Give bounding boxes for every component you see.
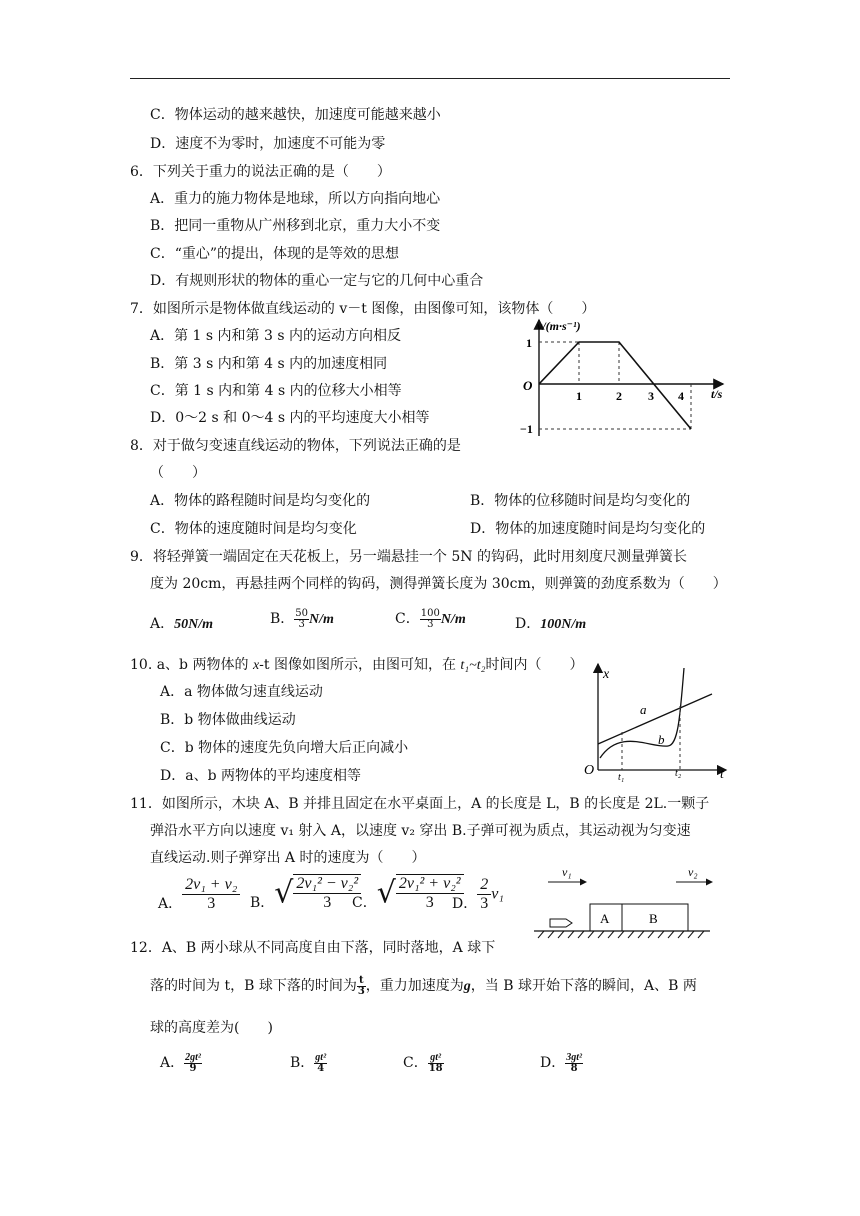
- q6-stem: 6．下列关于重力的说法正确的是（ ）: [130, 164, 391, 180]
- q7-option-a[interactable]: A．第 1 s 内和第 3 s 内的运动方向相反: [150, 328, 401, 344]
- q10-option-d[interactable]: D．a、b 两物体的平均速度相等: [160, 768, 361, 784]
- q9-option-c[interactable]: C． $\frac{100}{3}$ N/m: [395, 607, 466, 630]
- q7-xtick-2: 2: [616, 389, 622, 403]
- q7-xtick-1: 1: [576, 389, 582, 403]
- q7-ylabel: v/(m·s⁻¹): [537, 319, 581, 333]
- q10-option-b[interactable]: B．b 物体做曲线运动: [160, 712, 296, 728]
- q7-ytick-m1: −1: [520, 422, 533, 436]
- q7-xtick-3: 3: [648, 389, 654, 403]
- q5-option-c[interactable]: C．物体运动的越来越快，加速度可能越来越小: [150, 107, 441, 123]
- q10-origin: O: [584, 763, 595, 778]
- q11-line-1: 11．如图所示，木块 A、B 并排且固定在水平桌面上，A 的长度是 L，B 的长度是 2L.一颗子: [130, 796, 710, 812]
- q7-ytick-1: 1: [526, 336, 532, 350]
- q10-stem: 10. a、b 两物体的 x-t 图像如图所示，由图可知，在 t₁~t₂时间内（ ）: [130, 657, 584, 673]
- q7-vt-line: [539, 342, 691, 429]
- q8-option-d[interactable]: D．物体的加速度随时间是均匀变化的: [470, 521, 706, 537]
- q7-xlabel: t/s: [711, 387, 723, 401]
- q8-stem: 8．对于做匀变速直线运动的物体，下列说法正确的是: [130, 438, 461, 454]
- q11-bullet: [550, 919, 572, 927]
- q11-line-2: 弹沿水平方向以速度 v₁ 射入 A，以速度 v₂ 穿出 B.子弹可视为质点，其运动视为匀变速: [150, 823, 691, 839]
- q11-option-a[interactable]: A． $\frac{\text{2v₁ + v₂}}{3}$: [158, 876, 240, 913]
- q11-label-a: A: [600, 911, 610, 926]
- q9-line-2: 度为 20cm，再悬挂两个同样的钩码，测得弹簧长度为 30cm，则弹簧的劲度系数为（ ）: [150, 576, 727, 592]
- q11-option-d[interactable]: D． $\frac{2}{3}$ v₁: [452, 876, 504, 912]
- q8-option-c[interactable]: C．物体的速度随时间是均匀变化: [150, 521, 357, 537]
- q10-label-t1: t₁: [618, 772, 625, 782]
- q11-line-3: 直线运动.则子弹穿出 A 时的速度为（ ）: [150, 850, 426, 866]
- q11-option-c[interactable]: C．√ $\frac{\text{2v₁² + v₂²}}{3}$: [352, 874, 464, 912]
- q8-option-b[interactable]: B．物体的位移随时间是均匀变化的: [470, 493, 691, 509]
- q7-option-c[interactable]: C．第 1 s 内和第 4 s 内的位移大小相等: [150, 383, 402, 399]
- q12-option-b[interactable]: B． $\frac{\text{gt²}}{4}$: [290, 1051, 327, 1074]
- q8-option-a[interactable]: A．物体的路程随时间是均匀变化的: [150, 493, 371, 509]
- q9-option-b[interactable]: B． $\frac{50}{3}$ N/m: [270, 607, 334, 630]
- q7-origin: O: [523, 378, 533, 393]
- q9-option-a[interactable]: A．50N/m: [150, 616, 214, 632]
- q11-table-hatch: [538, 931, 704, 938]
- q11-option-b[interactable]: B．√ $\frac{\text{2v₁² − v₂²}}{3}$: [250, 874, 361, 912]
- q7-vt-graph: [515, 312, 730, 440]
- header-rule: [130, 78, 730, 79]
- q10-label-t2: t₂: [675, 768, 682, 779]
- q11-label-v1: v₁: [562, 865, 572, 879]
- q10-option-a[interactable]: A．a 物体做匀速直线运动: [160, 684, 323, 700]
- q12-line-1: 12．A、B 两小球从不同高度自由下落，同时落地，A 球下: [130, 940, 496, 956]
- q10-line-a: [598, 694, 712, 744]
- q12-option-c[interactable]: C． $\frac{\text{gt²}}{18}$: [403, 1051, 443, 1074]
- q5-option-d[interactable]: D．速度不为零时，加速度不可能为零: [150, 136, 386, 152]
- q10-tlabel: t: [720, 767, 724, 782]
- q7-xtick-4: 4: [678, 389, 684, 403]
- q7-stem: 7．如图所示是物体做直线运动的 v－t 图像，由图像可知，该物体（ ）: [130, 301, 596, 317]
- q6-option-b[interactable]: B．把同一重物从广州移到北京，重力大小不变: [150, 218, 441, 234]
- q9-option-d[interactable]: D．100N/m: [515, 616, 587, 632]
- q10-option-c[interactable]: C．b 物体的速度先负向增大后正向减小: [160, 740, 409, 756]
- q12-option-d[interactable]: D． $\frac{\text{3gt²}}{8}$: [540, 1051, 583, 1074]
- q12-option-a[interactable]: A． $\frac{\text{2gt²}}{9}$: [160, 1051, 201, 1074]
- q6-option-d[interactable]: D．有规则形状的物体的重心一定与它的几何中心重合: [150, 273, 484, 289]
- q12-line-3: 球的高度差为( ): [150, 1020, 273, 1036]
- q8-paren: （ ）: [150, 465, 206, 481]
- q11-label-b: B: [649, 911, 658, 926]
- q6-option-c[interactable]: C．“重心”的提出，体现的是等效的思想: [150, 246, 400, 262]
- q11-diagram: [530, 864, 720, 940]
- q10-label-a: a: [640, 702, 647, 717]
- q10-label-b: b: [658, 732, 665, 747]
- q10-xlabel: x: [603, 667, 610, 682]
- q12-line-2: 落的时间为 t，B 球下落的时间为 $\frac{t}{3}$ ，重力加速度为g，当 B 球开始下落的瞬间，A、B 两: [150, 974, 697, 997]
- q7-option-d[interactable]: D．0～2 s 和 0～4 s 内的平均速度大小相等: [150, 410, 430, 426]
- q11-label-v2: v₂: [688, 865, 698, 879]
- q9-line-1: 9．将轻弹簧一端固定在天花板上，另一端悬挂一个 5N 的钩码，此时用刻度尺测量弹簧长: [130, 549, 687, 565]
- q10-xt-graph: [580, 658, 730, 782]
- q7-option-b[interactable]: B．第 3 s 内和第 4 s 内的加速度相同: [150, 356, 388, 372]
- q6-option-a[interactable]: A．重力的施力物体是地球，所以方向指向地心: [150, 191, 441, 207]
